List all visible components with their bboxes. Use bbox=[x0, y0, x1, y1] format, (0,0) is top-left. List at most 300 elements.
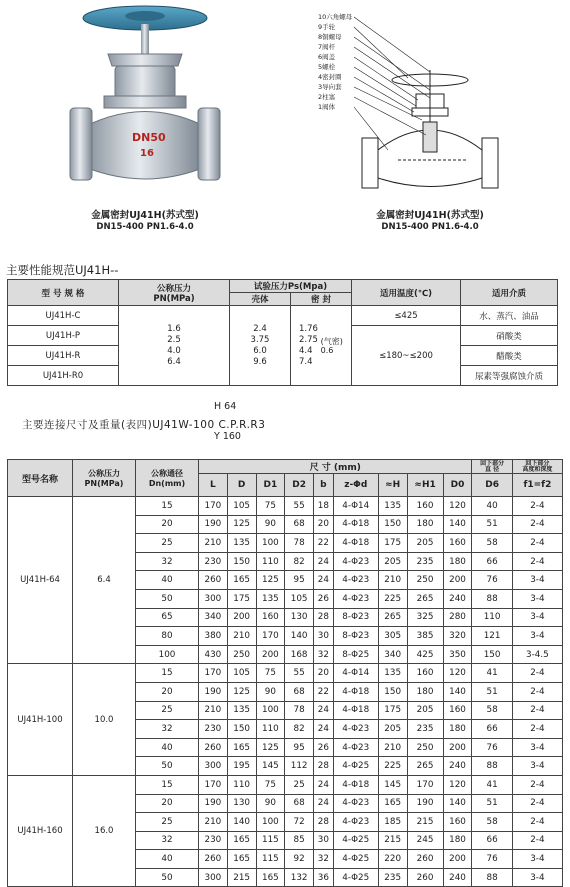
table-cell: 24 bbox=[314, 720, 334, 739]
table-cell: 75 bbox=[256, 497, 285, 516]
table-cell: 68 bbox=[285, 682, 314, 701]
diagram-caption-sub: DN15-400 PN1.6-4.0 bbox=[381, 222, 479, 232]
dims-col-header: b bbox=[314, 474, 334, 497]
table-cell: 235 bbox=[407, 552, 443, 571]
table-cell: 2-4 bbox=[512, 515, 562, 534]
table-cell: 24 bbox=[314, 794, 334, 813]
table-cell: 120 bbox=[443, 775, 472, 794]
table-cell: 18 bbox=[314, 497, 334, 516]
table-cell: 26 bbox=[314, 738, 334, 757]
table-cell: 210 bbox=[378, 738, 407, 757]
table-cell: 88 bbox=[472, 589, 512, 608]
table-cell: 88 bbox=[472, 757, 512, 776]
table-row bbox=[8, 664, 563, 683]
spec-medium: 醋酸类 bbox=[461, 346, 558, 366]
table-cell: 225 bbox=[378, 757, 407, 776]
table-cell: 32 bbox=[136, 720, 199, 739]
table-cell: 51 bbox=[472, 682, 512, 701]
table-cell: 85 bbox=[285, 831, 314, 850]
table-cell: 4-Φ18 bbox=[333, 682, 378, 701]
table-cell: 175 bbox=[378, 701, 407, 720]
diagram-label: 9手轮 bbox=[318, 23, 336, 31]
table-cell: 135 bbox=[227, 701, 256, 720]
table-cell: 66 bbox=[472, 720, 512, 739]
table-cell: 8-Φ23 bbox=[333, 627, 378, 646]
table-cell: 260 bbox=[407, 868, 443, 887]
table-cell: 4-Φ25 bbox=[333, 831, 378, 850]
table-cell: 165 bbox=[256, 868, 285, 887]
table-cell: 240 bbox=[443, 757, 472, 776]
table-cell: 425 bbox=[407, 645, 443, 664]
table-cell: 66 bbox=[472, 831, 512, 850]
spec-model: UJ41H-R bbox=[8, 346, 119, 366]
dims-model-cell: UJ41H-100 bbox=[8, 664, 73, 776]
table-cell: 20 bbox=[136, 794, 199, 813]
dims-col-header: D bbox=[227, 474, 256, 497]
dims-model-cell: UJ41H-160 bbox=[8, 775, 73, 887]
table-cell: 4-Φ23 bbox=[333, 552, 378, 571]
table-cell: 260 bbox=[407, 850, 443, 869]
table-cell: 135 bbox=[227, 534, 256, 553]
table-cell: 55 bbox=[285, 664, 314, 683]
spec-header-pn: 公称压力 PN(MPa) bbox=[119, 280, 230, 306]
table-cell: 76 bbox=[472, 738, 512, 757]
table-cell: 240 bbox=[443, 589, 472, 608]
table-cell: 3-4 bbox=[512, 627, 562, 646]
table-cell: 41 bbox=[472, 775, 512, 794]
valve-cross-section-diagram bbox=[318, 10, 518, 200]
table-cell: 32 bbox=[314, 645, 334, 664]
table-cell: 25 bbox=[285, 775, 314, 794]
table-cell: 120 bbox=[443, 497, 472, 516]
table-cell: 88 bbox=[472, 868, 512, 887]
dims-col-header: ≈H bbox=[378, 474, 407, 497]
table-cell: 140 bbox=[227, 813, 256, 832]
dims-col-header: D1 bbox=[256, 474, 285, 497]
table-cell: 24 bbox=[314, 775, 334, 794]
table-cell: 180 bbox=[443, 720, 472, 739]
table-cell: 121 bbox=[472, 627, 512, 646]
dims-header-lift-dia: 回下部分 直 径 bbox=[472, 460, 512, 474]
table-cell: 265 bbox=[407, 757, 443, 776]
spec-header-medium: 适用介质 bbox=[461, 280, 558, 306]
table-cell: 250 bbox=[407, 571, 443, 590]
table-cell: 55 bbox=[285, 497, 314, 516]
table-cell: 3-4 bbox=[512, 589, 562, 608]
table-cell: 28 bbox=[314, 608, 334, 627]
table-cell: 205 bbox=[378, 720, 407, 739]
table-cell: 190 bbox=[199, 515, 228, 534]
dims-col-header: D0 bbox=[443, 474, 472, 497]
table-cell: 125 bbox=[256, 571, 285, 590]
table-cell: 24 bbox=[314, 552, 334, 571]
table-cell: 160 bbox=[443, 701, 472, 720]
diagram-label: 1阀体 bbox=[318, 103, 336, 111]
table-cell: 20 bbox=[314, 664, 334, 683]
table-cell: 150 bbox=[378, 515, 407, 534]
spec-header-shell: 壳体 bbox=[230, 293, 291, 306]
table-cell: 110 bbox=[227, 775, 256, 794]
table-cell: 280 bbox=[443, 608, 472, 627]
table-cell: 340 bbox=[378, 645, 407, 664]
table-cell: 66 bbox=[472, 552, 512, 571]
table-cell: 25 bbox=[136, 534, 199, 553]
table-cell: 2-4 bbox=[512, 794, 562, 813]
table-cell: 350 bbox=[443, 645, 472, 664]
spec-header-temp: 适用温度(℃) bbox=[352, 280, 461, 306]
table-cell: 32 bbox=[314, 850, 334, 869]
table-cell: 82 bbox=[285, 720, 314, 739]
table-row bbox=[8, 497, 563, 516]
table-cell: 170 bbox=[199, 775, 228, 794]
table-cell: 230 bbox=[199, 831, 228, 850]
table-cell: 90 bbox=[256, 794, 285, 813]
spec-medium: 尿素等强腐蚀介质 bbox=[461, 366, 558, 386]
table-cell: 28 bbox=[314, 757, 334, 776]
spec-section-title: 主要性能规范UJ41H-- bbox=[6, 263, 119, 277]
table-cell: 41 bbox=[472, 664, 512, 683]
table-cell: 135 bbox=[378, 497, 407, 516]
table-cell: 15 bbox=[136, 664, 199, 683]
table-cell: 2-4 bbox=[512, 497, 562, 516]
table-cell: 2-4 bbox=[512, 831, 562, 850]
dims-header-size: 尺 寸 (mm) bbox=[199, 460, 472, 474]
table-cell: 160 bbox=[407, 664, 443, 683]
table-cell: 51 bbox=[472, 515, 512, 534]
spec-medium: 水、蒸汽、油品 bbox=[461, 306, 558, 326]
table-cell: 110 bbox=[256, 720, 285, 739]
table-cell: 175 bbox=[227, 589, 256, 608]
table-cell: 8-Φ25 bbox=[333, 645, 378, 664]
table-cell: 90 bbox=[256, 682, 285, 701]
table-cell: 165 bbox=[227, 831, 256, 850]
table-cell: 150 bbox=[472, 645, 512, 664]
table-cell: 250 bbox=[407, 738, 443, 757]
table-cell: 100 bbox=[136, 645, 199, 664]
table-cell: 325 bbox=[407, 608, 443, 627]
table-cell: 3-4 bbox=[512, 850, 562, 869]
table-cell: 205 bbox=[407, 534, 443, 553]
table-cell: 160 bbox=[443, 813, 472, 832]
spec-pn-values: 1.6 2.5 4.0 6.4 bbox=[119, 306, 230, 386]
table-cell: 200 bbox=[443, 738, 472, 757]
table-cell: 82 bbox=[285, 552, 314, 571]
table-cell: 95 bbox=[285, 738, 314, 757]
table-cell: 22 bbox=[314, 534, 334, 553]
spec-model: UJ41H-P bbox=[8, 326, 119, 346]
dims-col-header: D2 bbox=[285, 474, 314, 497]
table-cell: 110 bbox=[472, 608, 512, 627]
table-cell: 2-4 bbox=[512, 664, 562, 683]
table-cell: 115 bbox=[256, 850, 285, 869]
table-cell: 58 bbox=[472, 534, 512, 553]
table-cell: 160 bbox=[407, 497, 443, 516]
spec-temp: ≤180~≤200 bbox=[352, 326, 461, 386]
table-cell: 2-4 bbox=[512, 720, 562, 739]
table-cell: 135 bbox=[378, 664, 407, 683]
table-cell: 112 bbox=[285, 757, 314, 776]
table-cell: 165 bbox=[227, 571, 256, 590]
table-cell: 3-4 bbox=[512, 571, 562, 590]
diagram-label: 8铜螺母 bbox=[318, 33, 342, 41]
table-cell: 15 bbox=[136, 775, 199, 794]
table-cell: 215 bbox=[378, 831, 407, 850]
table-cell: 4-Φ18 bbox=[333, 775, 378, 794]
dimensions-table bbox=[7, 459, 563, 887]
table-cell: 145 bbox=[256, 757, 285, 776]
table-cell: 300 bbox=[199, 757, 228, 776]
table-cell: 75 bbox=[256, 664, 285, 683]
table-cell: 3-4 bbox=[512, 738, 562, 757]
table-cell: 95 bbox=[285, 571, 314, 590]
table-cell: 75 bbox=[256, 775, 285, 794]
photo-caption: 金属密封UJ41H(苏式型) bbox=[91, 210, 199, 221]
diagram-label: 2柱塞 bbox=[318, 93, 336, 101]
table-cell: 180 bbox=[407, 682, 443, 701]
table-cell: 105 bbox=[227, 497, 256, 516]
table-cell: 76 bbox=[472, 571, 512, 590]
diagram-label: 6阀盖 bbox=[318, 53, 336, 61]
dims-col-header: z-Φd bbox=[333, 474, 378, 497]
table-cell: 265 bbox=[378, 608, 407, 627]
diagram-label: 3导向套 bbox=[318, 83, 342, 91]
table-row bbox=[8, 775, 563, 794]
table-cell: 36 bbox=[314, 868, 334, 887]
svg-text:DN50: DN50 bbox=[132, 131, 166, 144]
table-cell: 105 bbox=[227, 664, 256, 683]
table-cell: 26 bbox=[314, 589, 334, 608]
table-cell: 170 bbox=[256, 627, 285, 646]
table-cell: 3-4 bbox=[512, 757, 562, 776]
table-cell: 4-Φ25 bbox=[333, 757, 378, 776]
table-cell: 4-Φ18 bbox=[333, 515, 378, 534]
table-cell: 51 bbox=[472, 794, 512, 813]
table-cell: 125 bbox=[227, 515, 256, 534]
table-cell: 68 bbox=[285, 515, 314, 534]
diagram-label: 7阀杆 bbox=[318, 43, 336, 51]
table-cell: 4-Φ23 bbox=[333, 794, 378, 813]
table-cell: 30 bbox=[314, 831, 334, 850]
dims-header-pn: 公称压力 PN(MPa) bbox=[73, 460, 136, 497]
table-cell: 100 bbox=[256, 534, 285, 553]
table-cell: 340 bbox=[199, 608, 228, 627]
table-cell: 20 bbox=[314, 515, 334, 534]
table-cell: 240 bbox=[443, 868, 472, 887]
table-cell: 40 bbox=[136, 571, 199, 590]
table-cell: 20 bbox=[136, 682, 199, 701]
table-cell: 24 bbox=[314, 571, 334, 590]
spec-table bbox=[7, 279, 558, 386]
table-cell: 130 bbox=[285, 608, 314, 627]
photo-caption-sub: DN15-400 PN1.6-4.0 bbox=[96, 222, 194, 232]
table-cell: 115 bbox=[256, 831, 285, 850]
table-cell: 80 bbox=[136, 627, 199, 646]
table-cell: 2-4 bbox=[512, 701, 562, 720]
table-cell: 260 bbox=[199, 850, 228, 869]
table-cell: 32 bbox=[136, 831, 199, 850]
table-cell: 165 bbox=[227, 738, 256, 757]
table-cell: 160 bbox=[256, 608, 285, 627]
table-cell: 4-Φ14 bbox=[333, 664, 378, 683]
table-cell: 215 bbox=[227, 868, 256, 887]
table-cell: 2-4 bbox=[512, 682, 562, 701]
table-cell: 200 bbox=[443, 571, 472, 590]
diagram-label: 5螺栓 bbox=[318, 63, 336, 71]
table-cell: 175 bbox=[378, 534, 407, 553]
table-cell: 2-4 bbox=[512, 775, 562, 794]
table-cell: 190 bbox=[199, 794, 228, 813]
table-cell: 28 bbox=[314, 813, 334, 832]
table-cell: 24 bbox=[314, 701, 334, 720]
table-cell: 100 bbox=[256, 813, 285, 832]
table-cell: 32 bbox=[136, 552, 199, 571]
table-cell: 78 bbox=[285, 534, 314, 553]
table-cell: 50 bbox=[136, 868, 199, 887]
table-cell: 210 bbox=[227, 627, 256, 646]
dims-section-title: 主要连接尺寸及重量(表四)UJ41W-100 C.P.R.R3 bbox=[22, 419, 266, 431]
table-cell: 58 bbox=[472, 701, 512, 720]
table-cell: 130 bbox=[227, 794, 256, 813]
table-cell: 385 bbox=[407, 627, 443, 646]
dims-col-header: D6 bbox=[472, 474, 512, 497]
dims-pn-cell: 16.0 bbox=[73, 775, 136, 887]
spec-medium: 硝酸类 bbox=[461, 326, 558, 346]
table-cell: 205 bbox=[378, 552, 407, 571]
table-cell: 8-Φ23 bbox=[333, 608, 378, 627]
table-cell: 3-4 bbox=[512, 868, 562, 887]
table-cell: 165 bbox=[378, 794, 407, 813]
table-cell: 140 bbox=[443, 794, 472, 813]
table-cell: 140 bbox=[443, 682, 472, 701]
spec-seal-gas: (气密) 0.6 bbox=[320, 336, 343, 355]
table-cell: 300 bbox=[199, 589, 228, 608]
table-cell: 92 bbox=[285, 850, 314, 869]
dims-pn-cell: 10.0 bbox=[73, 664, 136, 776]
table-cell: 320 bbox=[443, 627, 472, 646]
table-cell: 4-Φ14 bbox=[333, 497, 378, 516]
table-cell: 230 bbox=[199, 552, 228, 571]
table-cell: 145 bbox=[378, 775, 407, 794]
table-cell: 3-4.5 bbox=[512, 645, 562, 664]
dims-title-bottom: Y 160 bbox=[214, 431, 241, 442]
spec-temp: ≤425 bbox=[352, 306, 461, 326]
table-cell: 170 bbox=[407, 775, 443, 794]
table-cell: 2-4 bbox=[512, 813, 562, 832]
table-cell: 265 bbox=[407, 589, 443, 608]
spec-header-model: 型 号 规 格 bbox=[8, 280, 119, 306]
table-cell: 25 bbox=[136, 813, 199, 832]
table-cell: 40 bbox=[472, 497, 512, 516]
table-cell: 140 bbox=[443, 515, 472, 534]
dims-col-header: L bbox=[199, 474, 228, 497]
table-cell: 235 bbox=[378, 868, 407, 887]
table-cell: 65 bbox=[136, 608, 199, 627]
table-cell: 2-4 bbox=[512, 552, 562, 571]
table-cell: 200 bbox=[227, 608, 256, 627]
table-cell: 132 bbox=[285, 868, 314, 887]
table-cell: 380 bbox=[199, 627, 228, 646]
table-cell: 58 bbox=[472, 813, 512, 832]
diagram-label: 10六角螺母 bbox=[318, 13, 353, 21]
table-cell: 125 bbox=[227, 682, 256, 701]
table-cell: 78 bbox=[285, 701, 314, 720]
dims-header-lift-depth: 回下部分 高度和深度 bbox=[512, 460, 562, 474]
spec-model: UJ41H-C bbox=[8, 306, 119, 326]
table-cell: 90 bbox=[256, 515, 285, 534]
spec-model: UJ41H-R0 bbox=[8, 366, 119, 386]
table-cell: 300 bbox=[199, 868, 228, 887]
table-cell: 200 bbox=[256, 645, 285, 664]
table-cell: 25 bbox=[136, 701, 199, 720]
table-cell: 210 bbox=[199, 701, 228, 720]
dims-title-top: H 64 bbox=[214, 401, 237, 412]
table-cell: 4-Φ23 bbox=[333, 589, 378, 608]
spec-seal-values: 1.76 2.75 4.4 7.4 bbox=[299, 323, 318, 367]
table-cell: 2-4 bbox=[512, 534, 562, 553]
table-cell: 72 bbox=[285, 813, 314, 832]
table-cell: 105 bbox=[285, 589, 314, 608]
table-cell: 15 bbox=[136, 497, 199, 516]
diagram-label: 4密封圈 bbox=[318, 73, 342, 81]
table-cell: 190 bbox=[199, 682, 228, 701]
table-cell: 40 bbox=[136, 738, 199, 757]
table-cell: 150 bbox=[227, 720, 256, 739]
table-cell: 150 bbox=[378, 682, 407, 701]
table-cell: 4-Φ23 bbox=[333, 813, 378, 832]
table-cell: 68 bbox=[285, 794, 314, 813]
table-cell: 100 bbox=[256, 701, 285, 720]
table-cell: 220 bbox=[378, 850, 407, 869]
table-cell: 4-Φ23 bbox=[333, 571, 378, 590]
table-cell: 22 bbox=[314, 682, 334, 701]
table-cell: 160 bbox=[443, 534, 472, 553]
table-cell: 305 bbox=[378, 627, 407, 646]
table-cell: 168 bbox=[285, 645, 314, 664]
table-cell: 190 bbox=[407, 794, 443, 813]
table-cell: 235 bbox=[407, 720, 443, 739]
table-cell: 200 bbox=[443, 850, 472, 869]
table-cell: 4-Φ25 bbox=[333, 868, 378, 887]
table-cell: 260 bbox=[199, 571, 228, 590]
table-cell: 210 bbox=[378, 571, 407, 590]
table-cell: 135 bbox=[256, 589, 285, 608]
table-cell: 210 bbox=[199, 534, 228, 553]
diagram-caption: 金属密封UJ41H(苏式型) bbox=[376, 210, 484, 221]
table-cell: 430 bbox=[199, 645, 228, 664]
table-cell: 40 bbox=[136, 850, 199, 869]
table-cell: 225 bbox=[378, 589, 407, 608]
table-cell: 110 bbox=[256, 552, 285, 571]
table-cell: 50 bbox=[136, 757, 199, 776]
table-cell: 3-4 bbox=[512, 608, 562, 627]
table-cell: 4-Φ18 bbox=[333, 701, 378, 720]
dims-col-header: f1=f2 bbox=[512, 474, 562, 497]
table-cell: 76 bbox=[472, 850, 512, 869]
table-cell: 150 bbox=[227, 552, 256, 571]
table-cell: 180 bbox=[443, 831, 472, 850]
dims-header-dn: 公称通径 Dn(mm) bbox=[136, 460, 199, 497]
table-cell: 4-Φ23 bbox=[333, 720, 378, 739]
table-cell: 185 bbox=[378, 813, 407, 832]
table-cell: 210 bbox=[199, 813, 228, 832]
table-cell: 260 bbox=[199, 738, 228, 757]
spec-shell-values: 2.4 3.75 6.0 9.6 bbox=[230, 306, 291, 386]
table-cell: 245 bbox=[407, 831, 443, 850]
table-cell: 140 bbox=[285, 627, 314, 646]
table-cell: 250 bbox=[227, 645, 256, 664]
table-cell: 20 bbox=[136, 515, 199, 534]
table-cell: 4-Φ25 bbox=[333, 850, 378, 869]
